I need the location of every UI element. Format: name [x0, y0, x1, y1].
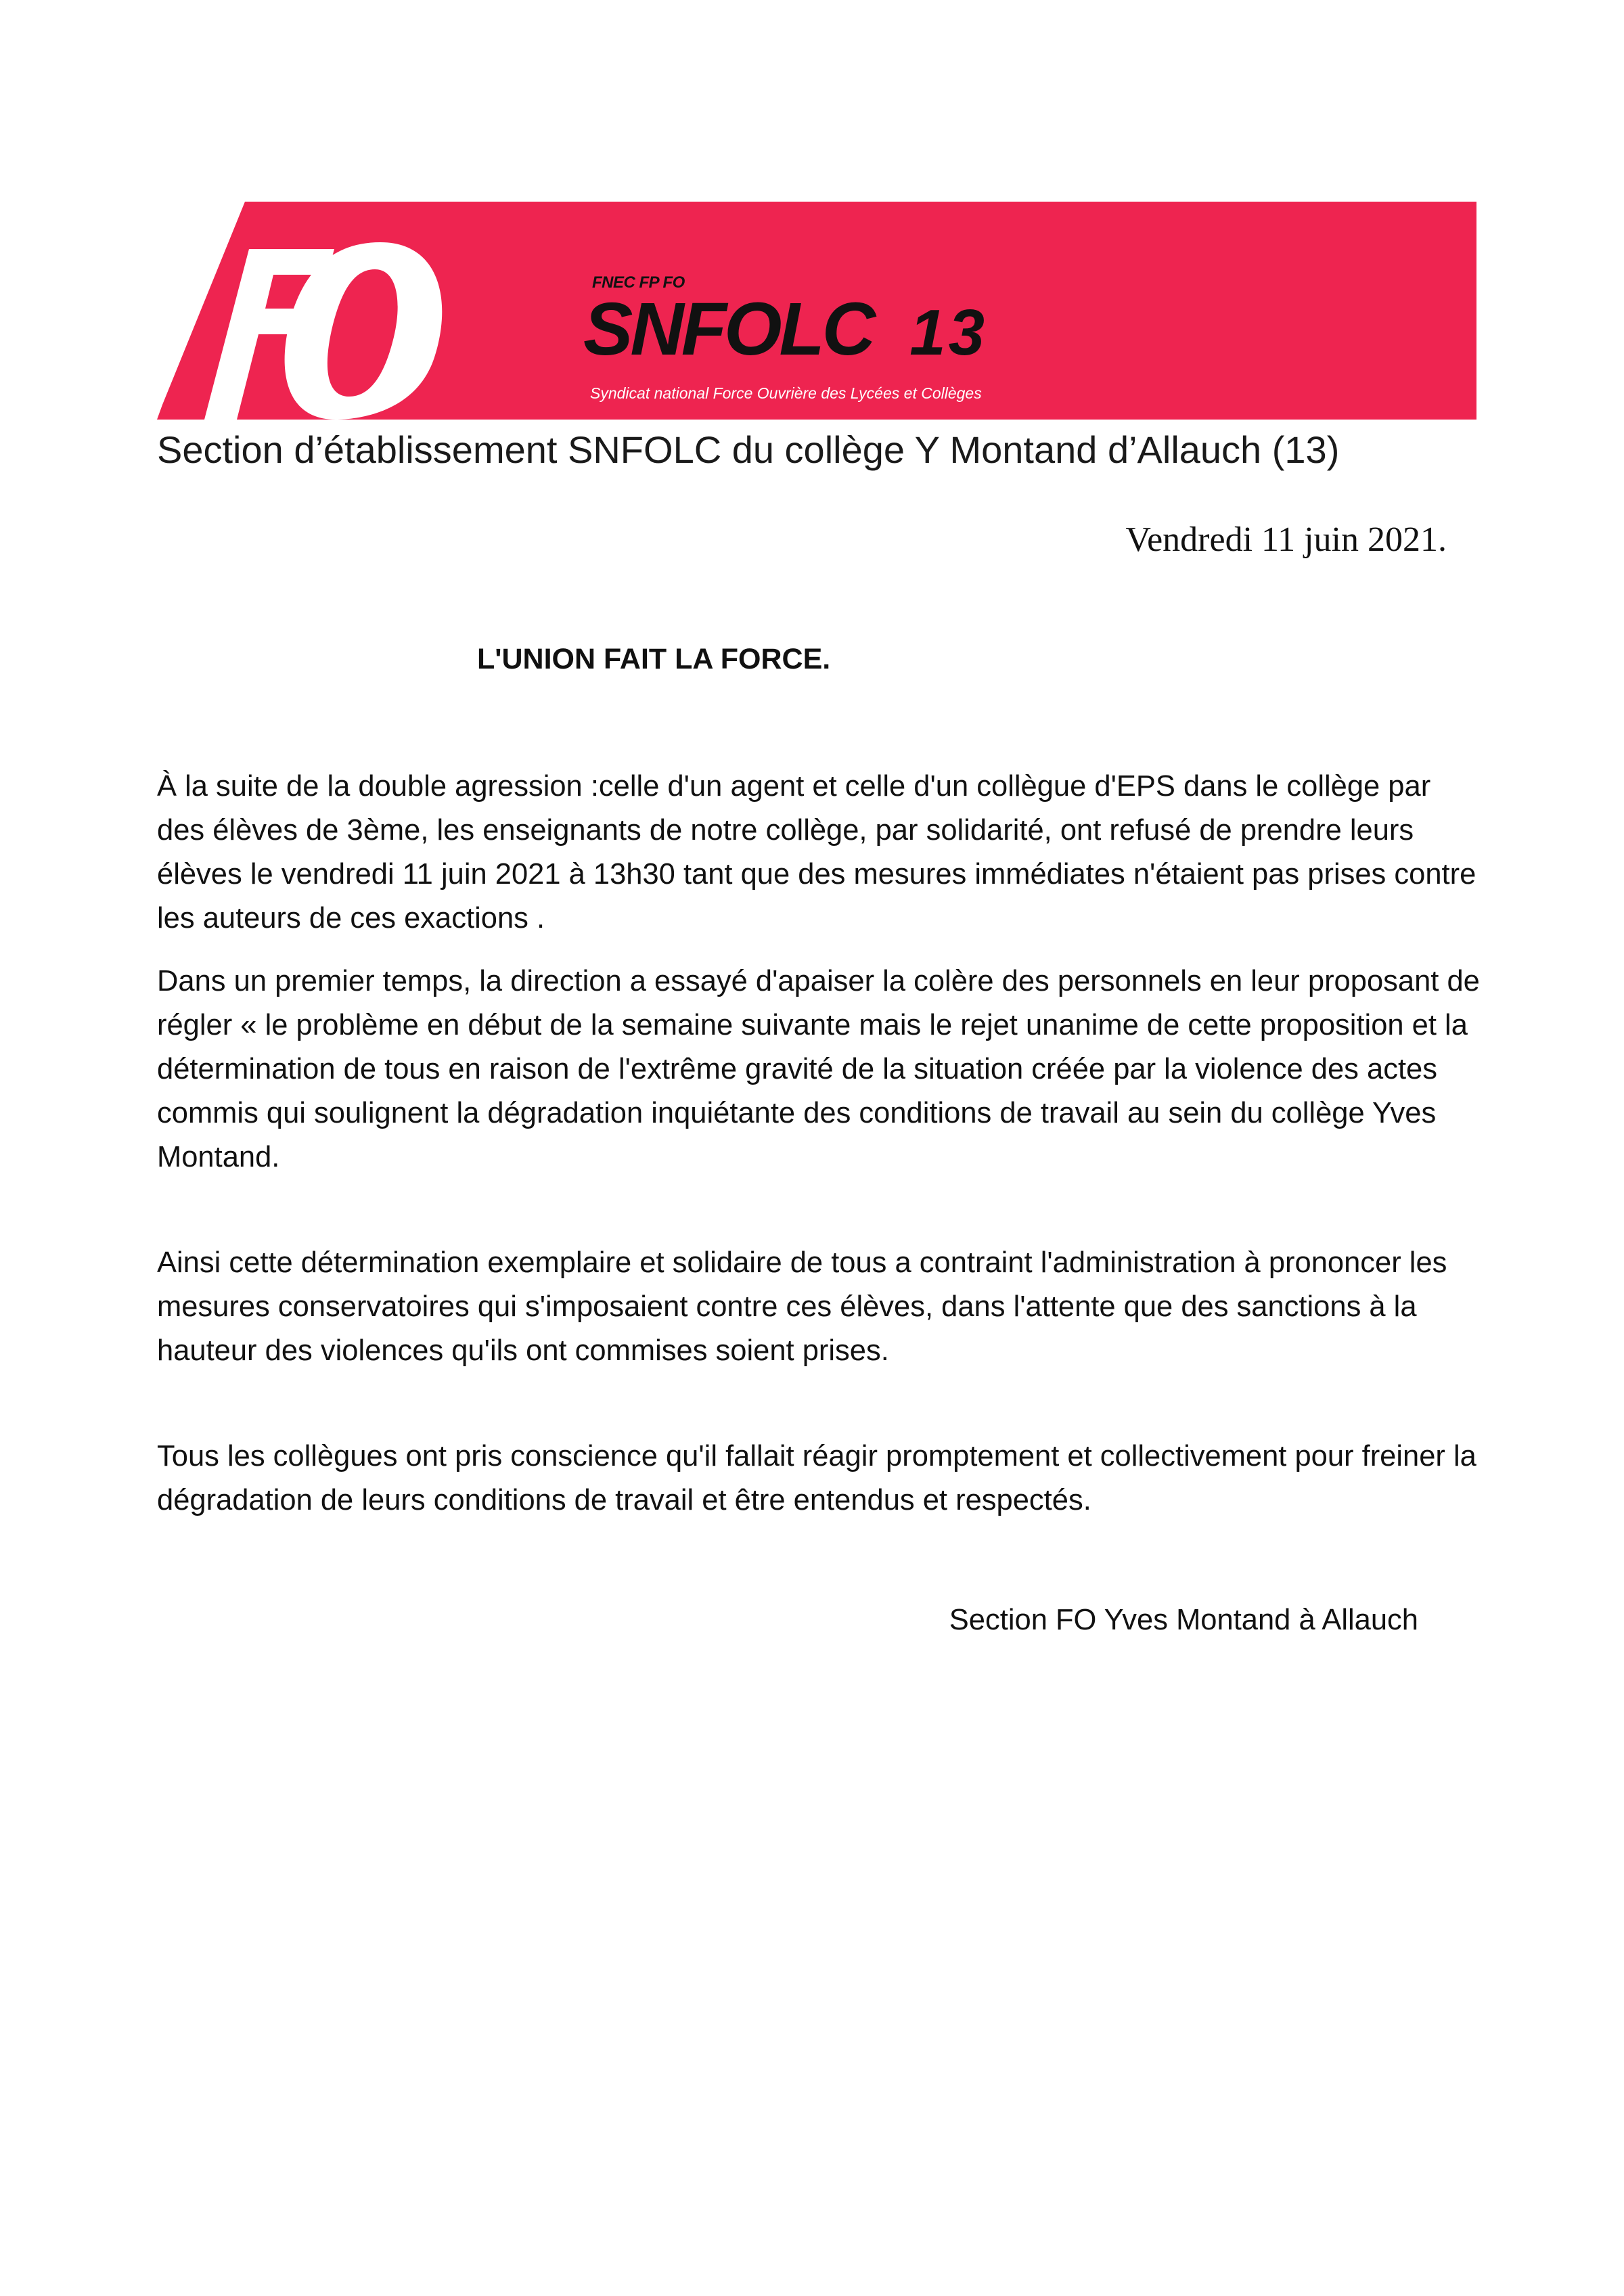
federation-label: FNEC FP FO [592, 273, 685, 292]
union-name [583, 288, 987, 371]
paragraph-1: À la suite de la double agression :celle d'un agent et celle d'un collègue d'EPS dans le collège par des élèves de 3ème, les enseignants de notre collège, par solidarité, ont refusé de prendre leurs élèves le vendredi 11 juin 2021 à 13h30 tant que des mesures immédiates n'étaient pas prises contre les auteurs de ces exactions . [157, 770, 1476, 935]
headline: L'UNION FAIT LA FORCE. [477, 643, 831, 675]
paragraph-4: Tous les collègues ont pris conscience qu'il fallait réagir promptement et collectivement pour freiner la dégradation de leurs conditions de travail et être entendus et respectés. [157, 1440, 1476, 1516]
union-name-text: SNFOLC [583, 288, 874, 371]
section-title: Section d’établissement SNFOLC du collège Y Montand d’Allauch (13) [157, 428, 1340, 471]
union-number: 13 [909, 296, 987, 369]
document-date: Vendredi 11 juin 2021. [1125, 520, 1447, 559]
union-full-name: Syndicat national Force Ouvrière des Lycées et Collèges [590, 384, 982, 402]
paragraph-2: Dans un premier temps, la direction a essayé d'apaiser la colère des personnels en leur proposant de régler « le problème en début de la semaine suivante mais le rejet unanime de cette proposition et la détermination de tous en raison de l'extrême gravité de la situation créée par la violence des actes commis qui soulignent la dégradation inquiétante des conditions de travail au sein du collège Yves Montand. [157, 965, 1480, 1173]
signature: Section FO Yves Montand à Allauch [949, 1604, 1418, 1636]
paragraph-3: Ainsi cette détermination exemplaire et solidaire de tous a contraint l'administration à prononcer les mesures conservatoires qui s'imposaient contre ces élèves, dans l'attente que des sanctions à la hauteur des violences qu'ils ont commises soient prises. [157, 1246, 1447, 1367]
header-banner [157, 202, 1476, 420]
